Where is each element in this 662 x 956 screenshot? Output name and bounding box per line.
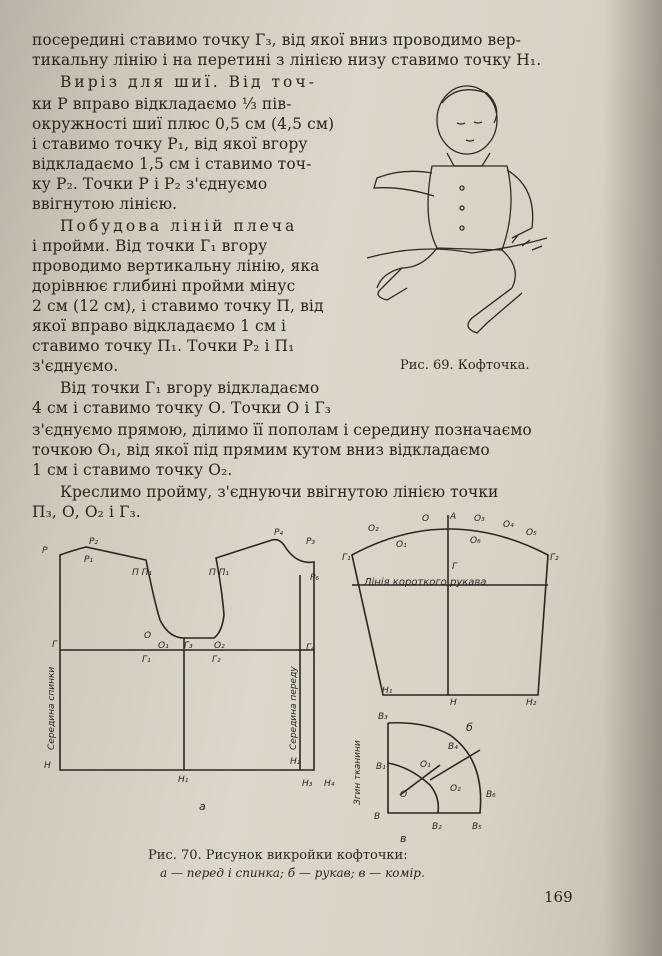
pt-label: Р₁ xyxy=(84,555,94,565)
pt-label: О xyxy=(422,514,430,524)
bodice-pattern-diagram xyxy=(34,520,344,815)
text-line: посередині ставимо точку Г₃, від якої вниз проводимо вер- xyxy=(32,31,521,49)
text-line: П₃, О, О₂ і Г₃. xyxy=(32,503,141,521)
pt-label: О₅ xyxy=(526,528,537,538)
pt-label: Н xyxy=(44,761,51,771)
pt-label: В₁ xyxy=(376,762,386,772)
pt-label: Н₂ xyxy=(290,757,301,767)
pt-label: В₆ xyxy=(486,790,496,800)
pt-label: О₂ xyxy=(368,524,379,534)
text-line: Від точки Г₁ вгору відкладаємо xyxy=(60,379,320,397)
collar-pattern-diagram xyxy=(340,705,510,845)
pt-label: О₁ xyxy=(420,760,431,770)
pt-label: О₆ xyxy=(470,536,481,546)
text-line: 1 см і ставимо точку О₂. xyxy=(32,461,233,479)
text-line: ставимо точку П₁. Точки Р₂ і П₁ xyxy=(32,337,295,355)
text-line: 2 см (12 см), і ставимо точку П, від xyxy=(32,297,324,315)
sub-label-c: в xyxy=(400,832,407,845)
pt-label: О₂ xyxy=(214,641,225,651)
pt-label: Н₄ xyxy=(324,779,335,789)
text-line: тикальну лінію і на перетині з лінією низу ставимо точку Н₁. xyxy=(32,51,542,69)
pt-label: Г₂ xyxy=(212,655,221,665)
pt-label: Г₁ xyxy=(342,553,351,563)
fabric-fold-label: Згин тканини xyxy=(353,740,363,805)
pt-label: Г₁ xyxy=(142,655,151,665)
pt-label: О₄ xyxy=(503,520,514,530)
pt-label: Н₁ xyxy=(382,686,393,696)
pt-label: Р₂ xyxy=(89,537,99,547)
text-line: і ставимо точку Р₁, від якої вгору xyxy=(32,135,308,153)
pt-label: В₅ xyxy=(472,822,482,832)
sub-label-a: а xyxy=(199,800,206,813)
text-line: з'єднуємо. xyxy=(32,357,119,375)
pt-label: Г₂ xyxy=(550,553,559,563)
pt-label: Р₆ xyxy=(310,573,320,583)
pt-label: Н₃ xyxy=(302,779,313,789)
back-center-label: Середина спинки xyxy=(47,666,57,750)
text-line: проводимо вертикальну лінію, яка xyxy=(32,257,320,275)
pt-label: Г xyxy=(452,562,458,572)
section-heading: Виріз для шиї. Від точ- xyxy=(60,73,317,91)
pt-label: Н₁ xyxy=(178,775,189,785)
pt-label: Р xyxy=(42,546,48,556)
text-line: і пройми. Від точки Г₁ вгору xyxy=(32,237,268,255)
pt-label: Р₄ xyxy=(274,528,284,538)
pt-label: П П₁ xyxy=(132,568,153,578)
fig69-caption: Рис. 69. Кофточка. xyxy=(400,358,530,373)
pt-label: Р₃ xyxy=(306,537,316,547)
short-sleeve-line-label: Лінія короткого рукава xyxy=(364,577,487,588)
pt-label: Н xyxy=(450,698,457,708)
text-line: точкою О₁, від якої під прямим кутом вниз відкладаємо xyxy=(32,441,490,459)
text-line: ввігнутою лінією. xyxy=(32,195,178,213)
section-heading: Побудова ліній плеча xyxy=(60,217,298,235)
child-illustration xyxy=(362,78,552,348)
sleeve-pattern-diagram xyxy=(338,505,560,710)
text-line: Креслимо пройму, з'єднуючи ввігнутою лінією точки xyxy=(60,483,499,501)
text-line: відкладаємо 1,5 см і ставимо точ- xyxy=(32,155,312,173)
sub-label-b: б xyxy=(466,721,473,734)
pt-label: В xyxy=(374,812,381,822)
pt-label: О xyxy=(400,790,408,800)
text-line: окружності шиї плюс 0,5 см (4,5 см) xyxy=(32,115,335,133)
pt-label: Г₄ xyxy=(306,643,315,653)
pt-label: Г₃ xyxy=(184,641,193,651)
text-line: якої вправо відкладаємо 1 см і xyxy=(32,317,287,335)
fig70-legend: а — перед і спинка; б — рукав; в — комір. xyxy=(160,866,425,880)
pt-label: В₂ xyxy=(432,822,442,832)
pt-label: Н₂ xyxy=(526,698,537,708)
pt-label: О₃ xyxy=(474,514,485,524)
pt-label: А xyxy=(450,512,457,522)
pt-label: Г xyxy=(52,640,58,650)
pt-label: О₁ xyxy=(158,641,169,651)
fig70-caption: Рис. 70. Рисунок викройки кофточки: xyxy=(148,848,408,863)
pt-label: П П₁ xyxy=(209,568,230,578)
front-center-label: Середина переду xyxy=(289,666,299,750)
pt-label: В₄ xyxy=(448,742,458,752)
text-line: з'єднуємо прямою, ділимо її пополам і середину позначаємо xyxy=(32,421,532,439)
text-line: ки Р вправо відкладаємо ⅓ пів- xyxy=(32,95,292,113)
pt-label: О₂ xyxy=(450,784,461,794)
page-number: 169 xyxy=(544,888,573,906)
pt-label: В₃ xyxy=(378,712,388,722)
pt-label: О xyxy=(144,631,152,641)
text-line: дорівнює глибині пройми мінус xyxy=(32,277,296,295)
pt-label: О₁ xyxy=(396,540,407,550)
text-line: 4 см і ставимо точку О. Точки О і Г₃ xyxy=(32,399,332,417)
text-line: ку Р₂. Точки Р і Р₂ з'єднуємо xyxy=(32,175,268,193)
